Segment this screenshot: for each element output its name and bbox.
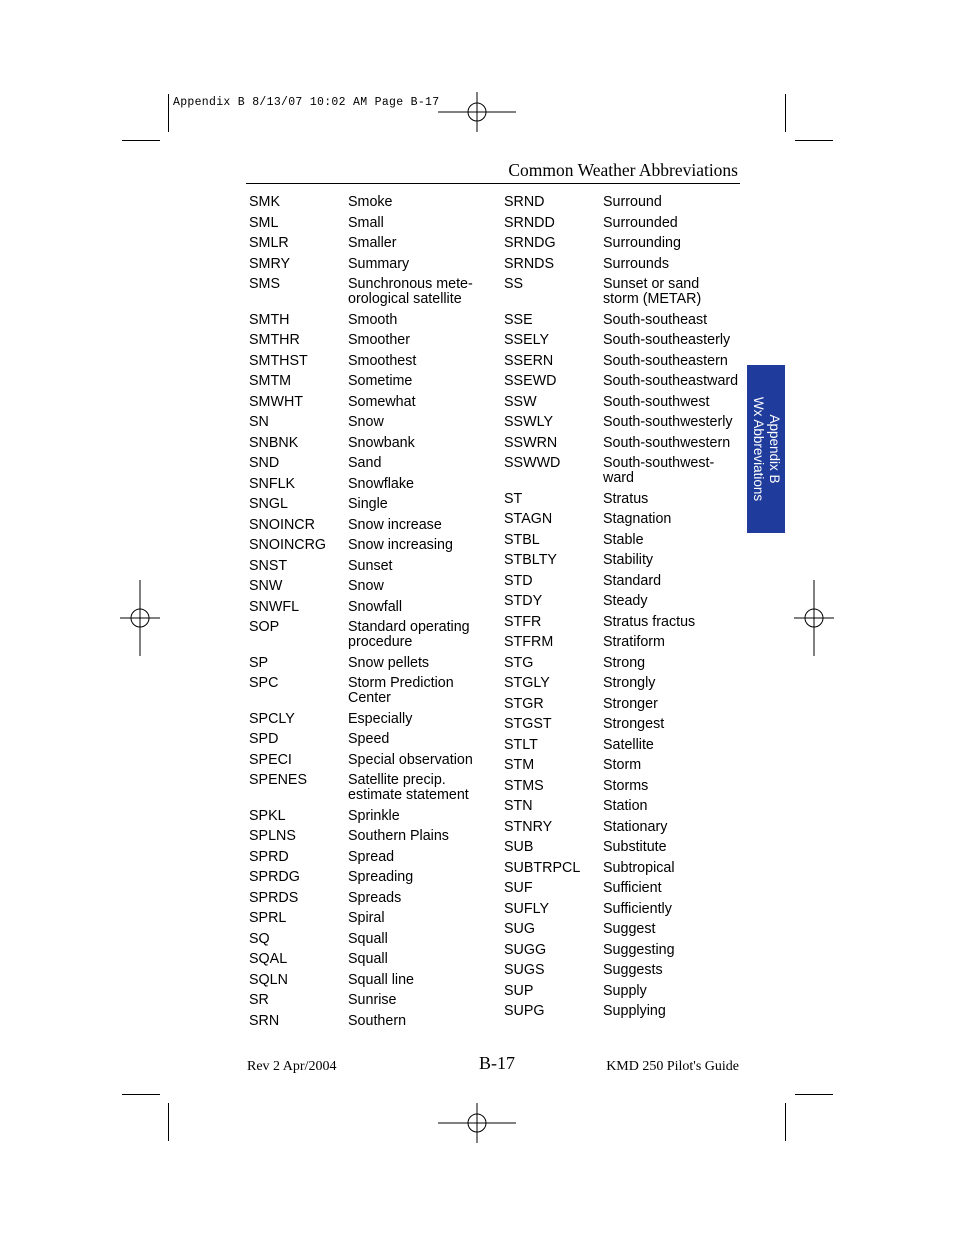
abbreviation-row [504,984,754,999]
abbreviation-row [249,333,499,348]
abbreviation-row [249,732,499,747]
footer-guide-title: KMD 250 Pilot's Guide [606,1059,739,1074]
abbreviation-code: ST [504,490,523,507]
abbreviation-code: SUB [504,839,534,855]
abbreviation-row [249,973,499,988]
abbreviation-meaning: Station [603,798,648,814]
abbreviation-row [249,891,499,906]
abbreviation-code: STGST [504,716,552,732]
abbreviation-row [249,829,499,844]
abbreviation-meaning: Southern Plains [348,828,449,844]
page-number: B-17 [479,1053,515,1073]
abbreviation-code: SPC [249,675,279,691]
abbreviation-code: SMTH [249,311,290,328]
abbreviation-meaning: Surrounded [603,214,678,231]
abbreviation-code: SSWLY [504,414,553,430]
abbreviation-row [504,779,754,794]
abbreviation-code: SMLR [249,235,289,251]
abbreviation-meaning: Squall [348,951,388,967]
abbreviation-code: SRNDS [504,255,555,272]
abbreviation-meaning: Supplying [603,1003,666,1019]
abbreviation-code: SPCLY [249,710,295,727]
abbreviation-row [504,374,754,389]
abbreviation-row [249,850,499,865]
abbreviation-row [249,932,499,947]
abbreviation-code: SMRY [249,255,291,272]
abbreviation-meaning: Standard [603,572,662,589]
abbreviation-meaning: South-southwesterly [603,414,733,430]
abbreviation-row [249,538,499,553]
abbreviation-code: SUF [504,880,533,896]
abbreviation-row [504,697,754,712]
abbreviation-code: SPECI [249,751,292,768]
abbreviation-code: SNWFL [249,598,300,615]
abbreviation-code: STFR [504,613,542,630]
abbreviation-row [504,758,754,773]
abbreviation-meaning: Surrounding [603,235,681,251]
abbreviation-row [249,216,499,231]
abbreviation-meaning: South-southwest [603,393,710,410]
abbreviation-code: SSERN [504,352,554,369]
abbreviation-meaning: Sufficient [603,880,662,896]
abbreviation-meaning: Speed [348,731,390,747]
abbreviation-row [504,717,754,732]
abbreviation-code: SSELY [504,332,550,348]
abbreviation-code: SPD [249,731,279,747]
abbreviation-row [249,354,499,369]
abbreviation-row [249,993,499,1008]
side-tab-text [750,397,782,501]
abbreviation-meaning: Storms [603,777,649,794]
abbreviation-code: SUFLY [504,900,550,917]
abbreviation-row [249,773,499,803]
abbreviation-meaning: Storm Prediction Center [348,675,454,706]
abbreviation-meaning: Spread [348,848,395,865]
abbreviation-row [249,497,499,512]
registration-mark-bottom [438,1103,516,1143]
abbreviation-row [249,1014,499,1029]
registration-mark-top [438,92,516,132]
abbreviation-row [504,943,754,958]
abbreviation-row [249,753,499,768]
registration-mark-left [120,580,160,656]
abbreviation-meaning: Snowbank [348,434,415,451]
crop-mark-bottom-right-vertical [785,1103,786,1141]
abbreviation-row [249,195,499,210]
abbreviation-column-right [504,195,754,1025]
abbreviation-row [504,1004,754,1019]
abbreviation-meaning: Snowfall [348,598,403,615]
abbreviation-row [504,512,754,527]
abbreviation-row [249,518,499,533]
side-tab-line-2: Wx Abbreviations [751,396,766,502]
crop-mark-bottom-right-horizontal [795,1094,833,1095]
abbreviation-row [249,436,499,451]
abbreviation-code: SNST [249,557,288,574]
page-title: Common Weather Abbreviations [508,160,738,180]
abbreviation-column-left [249,195,499,1034]
abbreviation-code: SRN [249,1012,280,1029]
abbreviation-code: SP [249,654,269,671]
abbreviation-code: STBLTY [504,552,557,568]
abbreviation-row [249,656,499,671]
abbreviation-row [249,313,499,328]
abbreviation-meaning: Smoother [348,332,410,348]
abbreviation-code: SUP [504,982,534,999]
abbreviation-code: SUBTRPCL [504,859,581,876]
abbreviation-meaning: Small [348,214,384,231]
abbreviation-code: SUGG [504,941,547,958]
abbreviation-code: SUPG [504,1003,545,1019]
abbreviation-meaning: Southern [348,1012,407,1029]
abbreviation-meaning: Spiral [348,910,385,926]
abbreviation-meaning: Smaller [348,235,397,251]
abbreviation-meaning: Satellite [603,736,654,753]
abbreviation-meaning: Suggest [603,921,656,937]
abbreviation-row [249,952,499,967]
abbreviation-meaning: Standard operating procedure [348,619,470,650]
abbreviation-row [249,600,499,615]
abbreviation-code: SS [504,276,524,292]
crop-mark-bottom-left-horizontal [122,1094,160,1095]
abbreviation-row [504,456,754,486]
abbreviation-row [504,395,754,410]
abbreviation-meaning: Snow increase [348,516,442,533]
abbreviation-code: SMTM [249,373,292,389]
abbreviation-code: SSE [504,311,533,328]
abbreviation-code: SRND [504,194,545,210]
abbreviation-row [504,354,754,369]
abbreviation-code: SOP [249,619,280,635]
abbreviation-meaning: Suggests [603,962,663,978]
abbreviation-code: STGLY [504,675,550,691]
abbreviation-code: SPENES [249,772,308,788]
abbreviation-row [504,615,754,630]
abbreviation-row [249,559,499,574]
abbreviation-code: STN [504,798,533,814]
abbreviation-row [504,902,754,917]
abbreviation-meaning: South-southeastward [603,373,739,389]
abbreviation-meaning: Surrounds [603,255,669,272]
abbreviation-meaning: Substitute [603,839,667,855]
abbreviation-meaning: Spreading [348,869,414,885]
abbreviation-row [504,881,754,896]
abbreviation-row [504,216,754,231]
abbreviation-meaning: Stationary [603,818,668,835]
crop-mark-bottom-left-vertical [168,1103,169,1141]
abbreviation-row [504,436,754,451]
side-tab-line-1: Appendix B [767,414,782,484]
abbreviation-code: SUG [504,921,535,937]
abbreviation-meaning: South-southeasterly [603,332,731,348]
abbreviation-code: SSWWD [504,455,561,471]
abbreviation-meaning: Smooth [348,311,398,328]
abbreviation-meaning: Snow pellets [348,654,430,671]
abbreviation-row [504,553,754,568]
abbreviation-row [249,395,499,410]
abbreviation-row [249,676,499,706]
abbreviation-meaning: Stability [603,552,654,568]
abbreviation-meaning: Suggesting [603,941,675,958]
abbreviation-meaning: Snow increasing [348,537,453,553]
abbreviation-row [504,635,754,650]
crop-mark-top-right-horizontal [795,140,833,141]
crop-mark-top-left-vertical [168,94,169,132]
abbreviation-meaning: Stratus fractus [603,613,696,630]
abbreviation-row [504,676,754,691]
abbreviation-meaning: South-southeastern [603,352,728,369]
abbreviation-meaning: Sufficiently [603,900,672,917]
abbreviation-meaning: Subtropical [603,859,675,876]
abbreviation-meaning: Storm [603,757,642,773]
abbreviation-row [504,840,754,855]
abbreviation-meaning: Squall line [348,971,414,988]
abbreviation-row [249,456,499,471]
abbreviation-code: SNBNK [249,434,299,451]
abbreviation-code: STM [504,757,535,773]
abbreviation-code: SSEWD [504,373,557,389]
abbreviation-row [504,799,754,814]
abbreviation-meaning: Snow [348,578,384,594]
abbreviation-meaning: South-southwestern [603,434,731,451]
abbreviation-row [504,333,754,348]
abbreviation-meaning: Sand [348,455,382,471]
abbreviation-row [504,738,754,753]
abbreviation-meaning: Summary [348,255,410,272]
abbreviation-meaning: Especially [348,710,413,727]
abbreviation-code: SNOINCR [249,516,315,533]
abbreviation-meaning: Satellite precip. estimate statement [348,772,469,803]
abbreviation-code: SMS [249,276,280,292]
abbreviation-row [249,415,499,430]
abbreviation-row [249,374,499,389]
abbreviation-code: STNRY [504,818,553,835]
abbreviation-row [249,257,499,272]
abbreviation-row [504,963,754,978]
abbreviation-meaning: Stagnation [603,511,672,527]
abbreviation-meaning: Snowflake [348,475,414,492]
abbreviation-meaning: Smoke [348,194,393,210]
abbreviation-meaning: Surround [603,194,662,210]
footer-revision: Rev 2 Apr/2004 [247,1059,337,1074]
abbreviation-row [504,415,754,430]
abbreviation-code: SNW [249,578,283,594]
abbreviation-code: SQAL [249,951,288,967]
abbreviation-meaning: Spreads [348,889,402,906]
abbreviation-meaning: Sunset [348,557,393,574]
abbreviation-row [504,277,754,307]
abbreviation-meaning: Smoothest [348,352,417,369]
abbreviation-row [504,820,754,835]
abbreviation-row [504,492,754,507]
abbreviation-row [504,313,754,328]
abbreviation-code: SRNDG [504,235,556,251]
abbreviation-meaning: Single [348,496,388,512]
abbreviation-code: SMTHST [249,352,308,369]
print-slug: Appendix B 8/13/07 10:02 AM Page B-17 [173,96,440,109]
abbreviation-meaning: Snow [348,414,384,430]
abbreviation-meaning: Stronger [603,695,658,712]
crop-mark-top-left-horizontal [122,140,160,141]
abbreviation-row [504,594,754,609]
abbreviation-code: SR [249,992,269,1008]
abbreviation-code: SQLN [249,971,288,988]
abbreviation-code: SML [249,214,279,231]
abbreviation-code: SNGL [249,496,288,512]
abbreviation-meaning: South-southeast [603,311,708,328]
abbreviation-meaning: Sprinkle [348,807,400,824]
abbreviation-code: STBL [504,531,540,548]
abbreviation-meaning: Special observation [348,751,473,768]
abbreviation-row [249,911,499,926]
abbreviation-meaning: Strong [603,654,646,671]
abbreviation-row [249,712,499,727]
abbreviation-meaning: Steady [603,593,648,609]
abbreviation-row [504,656,754,671]
abbreviation-code: SMWHT [249,393,303,410]
abbreviation-code: SSW [504,393,537,410]
abbreviation-code: SNFLK [249,475,296,492]
abbreviation-meaning: Somewhat [348,393,416,410]
abbreviation-meaning: Squall [348,930,388,947]
abbreviation-row [249,236,499,251]
abbreviation-meaning: Sunrise [348,992,397,1008]
abbreviation-row [504,533,754,548]
abbreviation-meaning: Strongly [603,675,656,691]
header-rule [246,183,740,184]
abbreviation-code: SPRDS [249,889,299,906]
abbreviation-code: STAGN [504,511,553,527]
abbreviation-code: STGR [504,695,544,712]
abbreviation-code: STLT [504,736,538,753]
abbreviation-code: SQ [249,930,270,947]
abbreviation-row [504,195,754,210]
abbreviation-code: SMTHR [249,332,300,348]
abbreviation-code: STMS [504,777,544,794]
abbreviation-row [249,477,499,492]
abbreviation-code: SPRD [249,848,289,865]
abbreviation-code: STDY [504,593,543,609]
abbreviation-row [249,277,499,307]
abbreviation-code: STFRM [504,634,554,650]
abbreviation-meaning: Sunset or sand storm (METAR) [603,276,702,307]
abbreviation-code: SPKL [249,807,286,824]
abbreviation-row [249,579,499,594]
abbreviation-row [249,809,499,824]
abbreviation-meaning: Stratiform [603,634,665,650]
abbreviation-code: SSWRN [504,434,558,451]
crop-mark-top-right-vertical [785,94,786,132]
abbreviation-code: STG [504,654,534,671]
abbreviation-code: SND [249,455,280,471]
abbreviation-row [249,620,499,650]
abbreviation-meaning: Stable [603,531,644,548]
abbreviation-meaning: South-southwest- ward [603,455,715,486]
abbreviation-row [504,922,754,937]
abbreviation-meaning: Sunchronous mete- orological satellite [348,276,473,307]
abbreviation-meaning: Sometime [348,373,413,389]
abbreviation-meaning: Stratus [603,490,649,507]
abbreviation-code: SNOINCRG [249,537,327,553]
abbreviation-row [504,236,754,251]
abbreviation-row [504,861,754,876]
abbreviation-row [249,870,499,885]
abbreviation-code: SPLNS [249,828,296,844]
abbreviation-code: SPRL [249,910,287,926]
abbreviation-row [504,257,754,272]
abbreviation-code: SMK [249,194,280,210]
abbreviation-code: SPRDG [249,869,300,885]
abbreviation-code: SRNDD [504,214,555,231]
abbreviation-code: STD [504,572,533,589]
registration-mark-right [794,580,834,656]
abbreviation-row [504,574,754,589]
abbreviation-meaning: Supply [603,982,647,999]
abbreviation-code: SN [249,414,269,430]
abbreviation-meaning: Strongest [603,716,665,732]
abbreviation-code: SUGS [504,962,545,978]
